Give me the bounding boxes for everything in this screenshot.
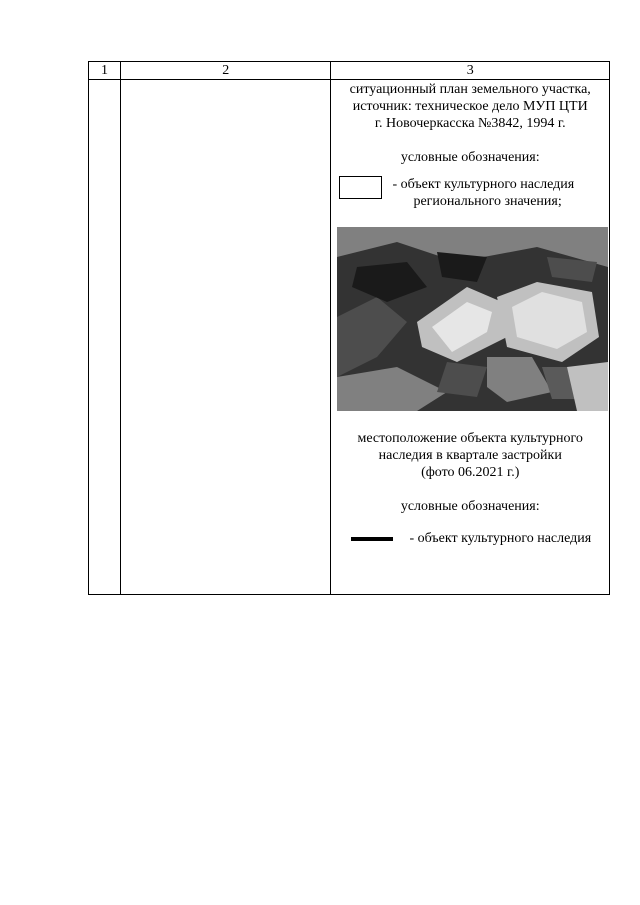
table-row (89, 80, 610, 595)
photo-caption-line: наследия в квартале застройки (378, 448, 562, 463)
legend-title: условные обозначения: (400, 150, 540, 165)
photo-caption-line: местоположение объекта культурного (357, 431, 583, 446)
legend-item-text-line2: регионального значения; (413, 194, 562, 209)
cell-col1 (89, 80, 121, 595)
plan-caption-line: г. Новочеркасска №3842, 1994 г. (374, 116, 566, 131)
header-cell-1: 1 (89, 62, 121, 80)
photo-caption (331, 430, 609, 481)
legend2-title: условные обозначения: (400, 499, 540, 514)
header-row (89, 62, 610, 80)
legend-item-text (392, 176, 574, 210)
cell-col2 (121, 80, 331, 595)
photo-caption-line: (фото 06.2021 г.) (421, 465, 520, 480)
aerial-photo (337, 227, 608, 411)
plan-caption-line: ситуационный план земельного участка, (349, 82, 591, 97)
legend2-item (331, 530, 609, 547)
data-table (88, 61, 610, 595)
legend2-item-text: - объект культурного наследия (409, 531, 592, 546)
legend-item-text-line1: - объект культурного наследия (392, 177, 575, 192)
header-cell-3: 3 (331, 62, 610, 80)
legend-box-symbol (339, 176, 382, 199)
plan-caption-line: источник: техническое дело МУП ЦТИ (352, 99, 588, 114)
plan-caption (331, 81, 609, 132)
cell-col3 (331, 80, 610, 595)
legend-line-symbol (351, 537, 393, 541)
legend-item (331, 176, 609, 210)
header-cell-2: 2 (121, 62, 331, 80)
